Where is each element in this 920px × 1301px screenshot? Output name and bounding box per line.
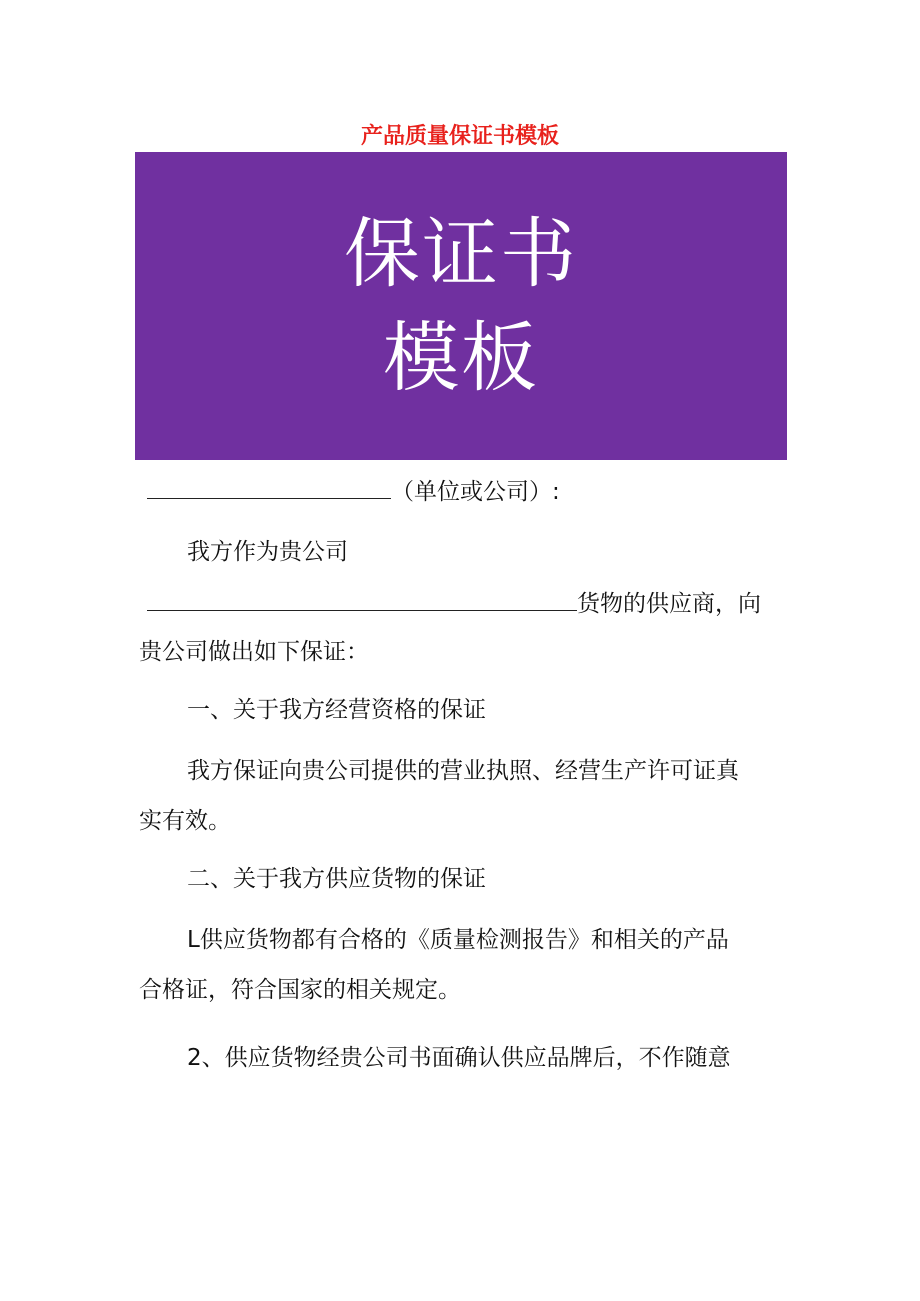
section-1-body-line-2: 实有效。 bbox=[139, 808, 231, 834]
item-2-line-1: 2、供应货物经贵公司书面确认供应品牌后，不作随意 bbox=[187, 1045, 731, 1071]
item-1-line-2: 合格证，符合国家的相关规定。 bbox=[139, 977, 461, 1003]
intro-line-2 bbox=[139, 578, 789, 630]
section-1-heading: 一、关于我方经营资格的保证 bbox=[187, 697, 486, 723]
intro-line-2-suffix: 货物的供应商，向 bbox=[577, 591, 761, 617]
cover-banner bbox=[135, 152, 787, 460]
cover-title-line-1: 保证书 bbox=[344, 209, 578, 298]
section-1-body-line-1: 我方保证向贵公司提供的营业执照、经营生产许可证真 bbox=[187, 758, 739, 784]
addressee-suffix: （单位或公司）: bbox=[391, 479, 560, 505]
section-2-heading: 二、关于我方供应货物的保证 bbox=[187, 866, 486, 892]
item-1-line-1: L供应货物都有合格的《质量检测报告》和相关的产品 bbox=[187, 927, 729, 953]
cover-title-line-2: 模板 bbox=[383, 313, 539, 402]
addressee-blank[interactable] bbox=[147, 476, 391, 499]
addressee-line bbox=[139, 466, 789, 518]
intro-line-1: 我方作为贵公司 bbox=[187, 539, 348, 565]
document-title: 产品质量保证书模板 bbox=[360, 124, 559, 149]
intro-line-3: 贵公司做出如下保证： bbox=[139, 639, 369, 665]
goods-blank[interactable] bbox=[147, 588, 577, 611]
